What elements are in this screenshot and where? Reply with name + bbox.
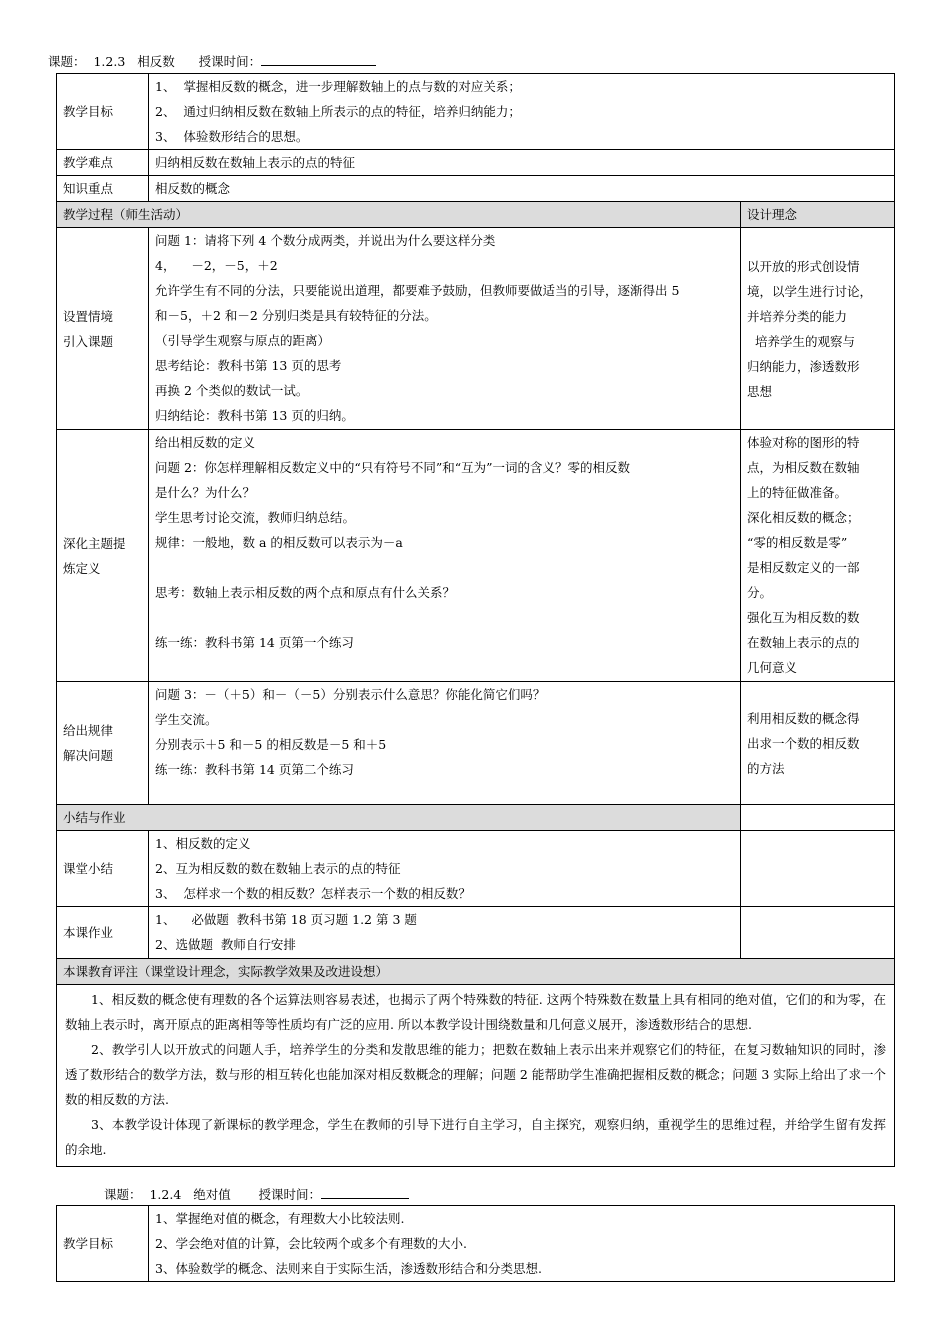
- content-line: 允许学生有不同的分法，只要能说出道理，都要难予鼓励，但教师要做适当的引导，逐渐得出 5: [155, 283, 680, 298]
- content-line: 练一练：教科书第 14 页第一个练习: [155, 635, 354, 650]
- summary-header-row: [57, 805, 895, 831]
- content-line: （引导学生观察与原点的距离）: [155, 333, 331, 348]
- objectives-content: [149, 74, 895, 150]
- section-design: [741, 430, 895, 682]
- evaluation-paragraph: 2、教学引人以开放式的问题人手，培养学生的分类和发散思维的能力；把数在数轴上表示出来并观察它们的特征，在复习数轴知识的同时，渗透了数形结合的数学方法，数与形的相互转化也能加深对相反数概念的理解；问题 2 能帮助学生准确把握相反数的概念；问题 3 实际上给出了求一个数的相反数的方法.: [65, 1042, 886, 1107]
- content-line: 练一练：教科书第 14 页第二个练习: [155, 762, 354, 777]
- topic-label: 课题：: [48, 54, 86, 69]
- design-line: “零的相反数是零”: [747, 535, 848, 550]
- lesson1-table: [56, 73, 895, 1167]
- design-line: 境，以学生进行讨论，: [747, 283, 873, 299]
- topic-number: 1.2.4: [149, 1187, 182, 1202]
- time-label: 授课时间：: [198, 54, 262, 69]
- section-content: [149, 682, 741, 805]
- evaluation-header: 本课教育评注（课堂设计理念，实际教学效果及改进设想）: [57, 959, 895, 985]
- content-line: 问题 2：你怎样理解相反数定义中的“只有符号不同”和“互为”一词的含义？零的相反数: [155, 460, 630, 475]
- content-line: 是什么？为什么？: [155, 485, 256, 500]
- evaluation-row: [57, 985, 895, 1167]
- section-row: [57, 430, 895, 682]
- class-summary-row: [57, 831, 895, 907]
- content-line: 分别表示＋5 和－5 的相反数是－5 和＋5: [155, 737, 387, 752]
- lesson2-table: [56, 1205, 895, 1282]
- content-line: 规律：一般地，数 a 的相反数可以表示为－a: [155, 535, 403, 550]
- process-header-row: [57, 202, 895, 228]
- lesson1-header: [48, 52, 376, 70]
- time-label: 授课时间：: [258, 1187, 322, 1202]
- design-line: 体验对称的图形的特: [747, 435, 860, 450]
- evaluation-content: [57, 985, 895, 1167]
- design-line: 点，为相反数在数轴: [747, 460, 860, 475]
- class-summary-content: [149, 831, 741, 907]
- design-line: 分。: [747, 585, 773, 600]
- key-point-text: 相反数的概念: [149, 176, 895, 202]
- homework-item: 2、选做题 教师自行安排: [155, 937, 296, 952]
- content-line: 给出相反数的定义: [155, 435, 256, 450]
- content-line: 和－5，＋2 和－2 分别归类是具有较特征的分法。: [155, 308, 437, 323]
- objective-item: 2、 通过归纳相反数在数轴上所表示的点的特征，培养归纳能力；: [155, 104, 521, 119]
- homework-content: [149, 907, 741, 959]
- section-label-line: 设置情境: [63, 308, 114, 324]
- objective-item: 1、掌握绝对值的概念，有理数大小比较法则.: [155, 1211, 405, 1226]
- topic-label: 课题：: [104, 1187, 142, 1202]
- section-row: [57, 228, 895, 430]
- homework-item: 1、 必做题 教科书第 18 页习题 1.2 第 3 题: [155, 912, 417, 927]
- section-design: [741, 682, 895, 805]
- content-line: [155, 555, 734, 580]
- section-label: [57, 682, 149, 805]
- objective-item: 3、 体验数形结合的思想。: [155, 129, 309, 144]
- difficulty-label: 教学难点: [57, 150, 149, 176]
- section-row: [57, 682, 895, 805]
- section-design: [741, 228, 895, 430]
- objectives-row: [57, 1206, 895, 1282]
- design-line: 的方法: [747, 760, 785, 776]
- section-label-line: 深化主题提: [63, 535, 126, 551]
- summary-header-empty: [741, 805, 895, 831]
- design-line: 思想: [747, 383, 773, 399]
- process-header: 教学过程（师生活动）: [57, 202, 741, 228]
- evaluation-paragraph: 3、本教学设计体现了新课标的教学理念，学生在教师的引导下进行自主学习，自主探究，观察归纳，重视学生的思维过程，并给学生留有发挥的余地.: [65, 1117, 886, 1157]
- content-line: 问题 3：－（＋5）和－（－5）分别表示什么意思？你能化简它们吗？: [155, 687, 546, 702]
- design-header: 设计理念: [741, 202, 895, 228]
- design-line: 以开放的形式创设情: [747, 258, 860, 274]
- content-line: 问题 1：请将下列 4 个数分成两类，并说出为什么要这样分类: [155, 233, 496, 248]
- section-label-line: 炼定义: [63, 560, 101, 576]
- design-line: 强化互为相反数的数: [747, 610, 860, 625]
- objective-item: 2、学会绝对值的计算，会比较两个或多个有理数的大小.: [155, 1236, 467, 1251]
- lesson2-header: [104, 1185, 409, 1203]
- objectives-label: 教学目标: [57, 74, 149, 150]
- design-line: 培养学生的观察与: [747, 333, 855, 349]
- content-line: 归纳结论：教科书第 13 页的归纳。: [155, 408, 354, 423]
- topic-title: 相反数: [137, 54, 175, 69]
- content-line: 学生交流。: [155, 712, 218, 727]
- section-label: [57, 228, 149, 430]
- time-blank: [321, 1185, 409, 1199]
- content-line: 学生思考讨论交流，教师归纳总结。: [155, 510, 356, 525]
- evaluation-header-row: [57, 959, 895, 985]
- section-label-line: 引入课题: [63, 333, 114, 349]
- topic-title: 绝对值: [193, 1187, 231, 1202]
- summary-item: 2、互为相反数的数在数轴上表示的点的特征: [155, 861, 401, 876]
- evaluation-paragraph: 1、相反数的概念使有理数的各个运算法则容易表述，也揭示了两个特殊数的特征. 这两个特殊数在数量上具有相同的绝对值，它们的和为零，在数轴上表示时，离开原点的距离相等等性质均有广泛的应用. 所以本教学设计围绕数量和几何意义展开，渗透数形结合的思想.: [65, 992, 886, 1032]
- section-content: [149, 228, 741, 430]
- summary-item: 3、 怎样求一个数的相反数？怎样表示一个数的相反数？: [155, 886, 471, 901]
- homework-row: [57, 907, 895, 959]
- objectives-content: [149, 1206, 895, 1282]
- content-line: 4， －2，－5，＋2: [155, 258, 278, 273]
- design-line: 深化相反数的概念；: [747, 510, 860, 525]
- section-label-line: 解决问题: [63, 748, 114, 763]
- design-line: 上的特征做准备。: [747, 485, 848, 500]
- objective-item: 3、体验数学的概念、法则来自于实际生活，渗透数形结合和分类思想.: [155, 1261, 542, 1276]
- topic-number: 1.2.3: [93, 54, 126, 69]
- difficulty-row: [57, 150, 895, 176]
- content-line: 再换 2 个类似的数试一试。: [155, 383, 309, 398]
- design-line: 利用相反数的概念得: [747, 710, 860, 726]
- design-line: 是相反数定义的一部: [747, 560, 860, 575]
- design-line: 几何意义: [747, 660, 798, 675]
- design-line: 并培养分类的能力: [747, 308, 848, 324]
- section-label: [57, 430, 149, 682]
- homework-label: 本课作业: [57, 907, 149, 959]
- class-summary-label: 课堂小结: [57, 831, 149, 907]
- content-line: [155, 605, 734, 630]
- content-line: 思考结论：教科书第 13 页的思考: [155, 358, 342, 373]
- key-point-label: 知识重点: [57, 176, 149, 202]
- design-line: 在数轴上表示的点的: [747, 635, 860, 650]
- content-line: 思考：数轴上表示相反数的两个点和原点有什么关系？: [155, 585, 456, 600]
- design-line: 出求一个数的相反数: [747, 735, 860, 751]
- key-point-row: [57, 176, 895, 202]
- time-blank: [261, 52, 376, 66]
- section-label-line: 给出规律: [63, 723, 114, 738]
- design-line: 归纳能力，渗透数形: [747, 358, 860, 374]
- objective-item: 1、 掌握相反数的概念，进一步理解数轴上的点与数的对应关系；: [155, 79, 521, 94]
- objectives-row: [57, 74, 895, 150]
- homework-design-empty: [741, 907, 895, 959]
- summary-header: 小结与作业: [57, 805, 741, 831]
- class-summary-design-empty: [741, 831, 895, 907]
- difficulty-text: 归纳相反数在数轴上表示的点的特征: [149, 150, 895, 176]
- section-content: [149, 430, 741, 682]
- objectives-label: 教学目标: [57, 1206, 149, 1282]
- summary-item: 1、相反数的定义: [155, 836, 251, 851]
